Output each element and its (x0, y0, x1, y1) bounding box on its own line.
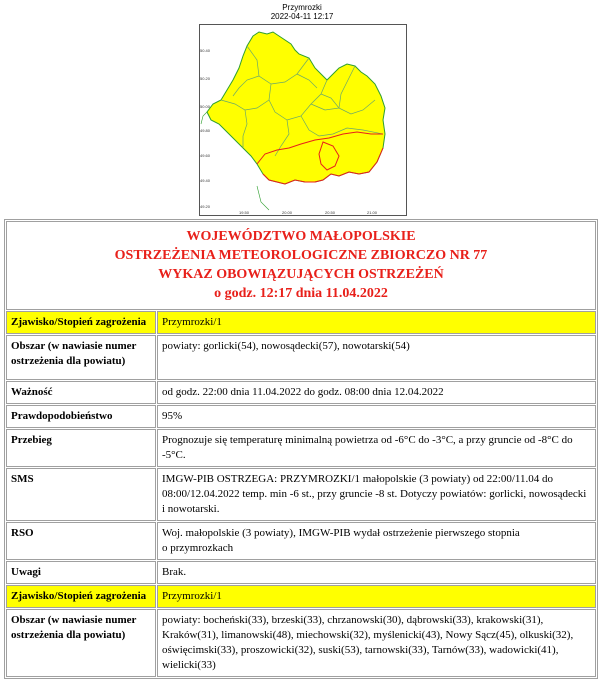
table-row (6, 522, 596, 560)
header-issued-time: o godz. 12:17 dnia 11.04.2022 (214, 286, 388, 301)
validity-value: od godz. 22:00 dnia 11.04.2022 do godz. 08:00 dnia 12.04.2022 (157, 381, 596, 404)
probability-label: Prawdopodobieństwo (6, 405, 156, 428)
area-label: Obszar (w nawiasie numer ostrzeżenia dla powiatu) (6, 335, 156, 380)
map-y-tick: 50.40 (200, 48, 211, 53)
notes-value: Brak. (157, 561, 596, 584)
map-y-tick: 50.00 (200, 104, 211, 109)
phenomenon-value: Przymrozki/1 (157, 311, 596, 334)
notes-label: Uwagi (6, 561, 156, 584)
map-y-tick: 49.80 (200, 128, 211, 133)
table-row (6, 609, 596, 677)
table-row (6, 335, 596, 380)
map-y-tick: 49.60 (200, 153, 211, 158)
table-row (6, 585, 596, 608)
warning-map (199, 24, 407, 216)
area-value: powiaty: gorlicki(54), nowosądecki(57), nowotarski(54) (157, 335, 596, 380)
table-row (6, 405, 596, 428)
validity-label: Ważność (6, 381, 156, 404)
header-bulletin: OSTRZEŻENIA METEOROLOGICZNE ZBIORCZO NR 77 (114, 248, 488, 263)
map-title: Przymrozki (282, 3, 322, 12)
area-value-2: powiaty: bocheński(33), brzeski(33), chrzanowski(30), dąbrowski(33), krakowski(31), Kraków(31), limanowski(48), miechowski(32), myślenicki(43), Nowy Sącz(45), olkuski(32), oświęcimski(33), proszowicki(32), suski(53), tarnowski(33), Tarnów(33), wadowicki(41), wielicki(33) (157, 609, 596, 677)
phenomenon-label: Zjawisko/Stopień zagrożenia (6, 311, 156, 334)
map-x-tick: 20.50 (325, 210, 336, 215)
area-label-2: Obszar (w nawiasie numer ostrzeżenia dla powiatu) (6, 609, 156, 677)
rso-label: RSO (6, 522, 156, 560)
table-row (6, 561, 596, 584)
warnings-table (4, 219, 598, 679)
rso-value-line2: o przymrozkach (162, 542, 234, 554)
table-row (6, 468, 596, 521)
table-row (6, 381, 596, 404)
course-label: Przebieg (6, 429, 156, 467)
map-y-tick: 49.20 (200, 204, 211, 209)
rso-value-line1: Woj. małopolskie (3 powiaty), IMGW-PIB wydał ostrzeżenie pierwszego stopnia (162, 527, 520, 539)
map-x-tick: 20.00 (282, 210, 293, 215)
probability-value: 95% (157, 405, 596, 428)
map-x-tick: 19.50 (239, 210, 250, 215)
rso-value (157, 522, 596, 560)
map-x-tick: 21.00 (367, 210, 378, 215)
header-list-title: WYKAZ OBOWIĄZUJĄCYCH OSTRZEŻEŃ (158, 267, 444, 282)
phenomenon-value-2: Przymrozki/1 (157, 585, 596, 608)
map-y-tick: 49.40 (200, 178, 211, 183)
map-timestamp: 2022-04-11 12:17 (270, 12, 334, 21)
table-row (6, 311, 596, 334)
phenomenon-label-2: Zjawisko/Stopień zagrożenia (6, 585, 156, 608)
map-y-tick: 50.20 (200, 76, 211, 81)
header-voivodeship: WOJEWÓDZTWO MAŁOPOLSKIE (186, 229, 416, 244)
table-row (6, 429, 596, 467)
sms-label: SMS (6, 468, 156, 521)
course-value: Prognozuje się temperaturę minimalną powietrza od -6°C do -3°C, a przy gruncie od -8°C do -5°C. (157, 429, 596, 467)
warnings-header (6, 221, 596, 310)
sms-value: IMGW-PIB OSTRZEGA: PRZYMROZKI/1 małopolskie (3 powiaty) od 22:00/11.04 do 08:00/12.04.2022 temp. min -6 st., przy gruncie -8 st. Dotyczy powiatów: gorlicki, nowosądecki i nowotarski. (157, 468, 596, 521)
